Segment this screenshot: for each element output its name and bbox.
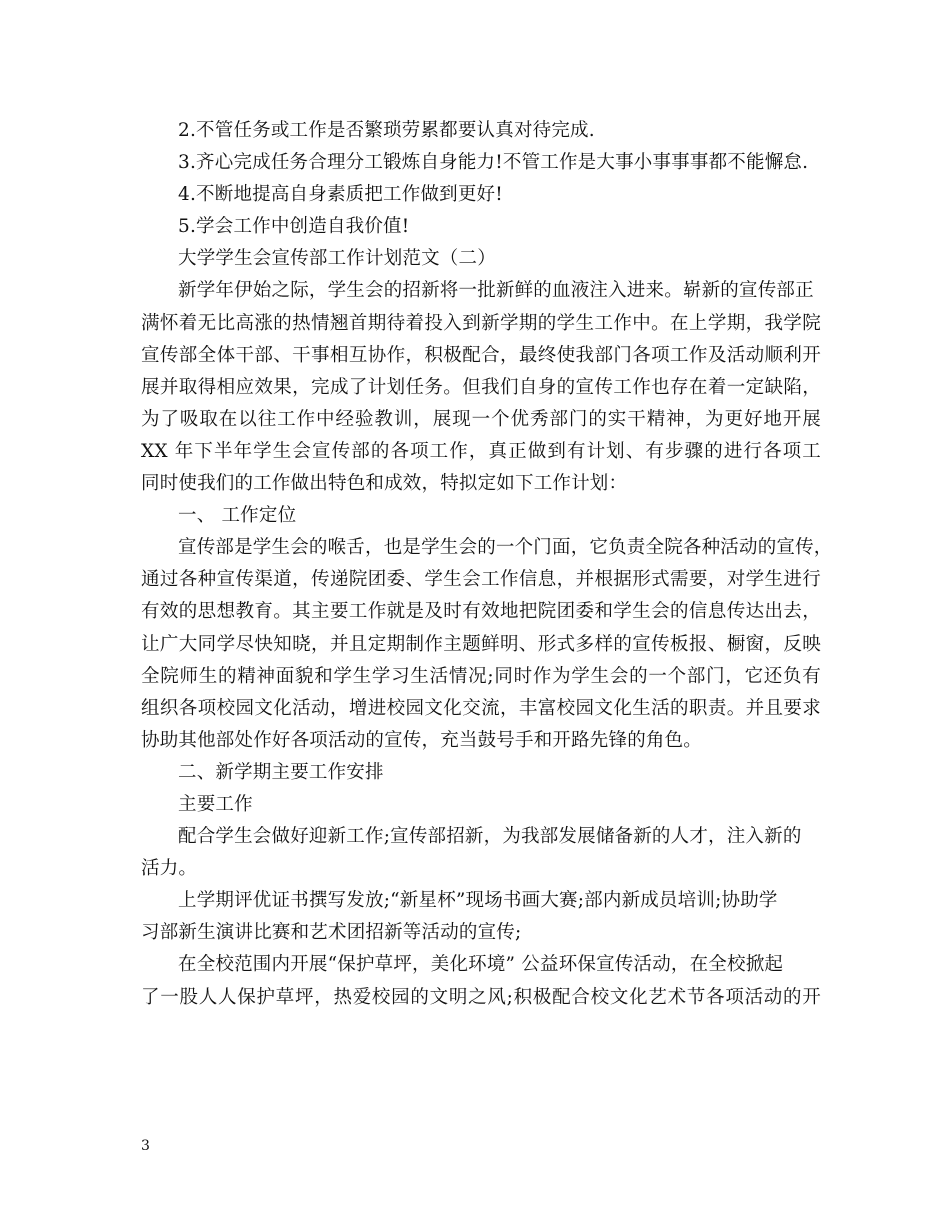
paragraph-line: 为了吸取在以往工作中经验教训，展现一个优秀部门的实干精神，为更好地开展 xyxy=(141,408,821,430)
paragraph-line: 5.学会工作中创造自我价值! xyxy=(178,216,410,238)
subsection-heading: 主要工作 xyxy=(178,793,253,815)
paragraph-line: 4.不断地提高自身素质把工作做到更好! xyxy=(178,184,503,206)
paragraph-line: 展并取得相应效果，完成了计划任务。但我们自身的宣传工作也存在着一定缺陷， xyxy=(141,376,821,398)
page-number: 3 xyxy=(141,1138,150,1154)
paragraph-line: 配合学生会做好迎新工作;宣传部招新，为我部发展储备新的人才，注入新的 xyxy=(178,826,802,848)
paragraph-line: 协助其他部处作好各项活动的宣传，充当鼓号手和开路先锋的角色。 xyxy=(141,729,703,751)
paragraph-line: 宣传部全体干部、干事相互协作，积极配合，最终使我部门各项工作及活动顺利开 xyxy=(141,344,821,366)
paragraph-line: 活力。 xyxy=(141,858,198,880)
paragraph-line: 让广大同学尽快知晓，并且定期制作主题鲜明、形式多样的宣传板报、橱窗，反映 xyxy=(141,633,821,655)
paragraph-line: 组织各项校园文化活动，增进校园文化交流，丰富校园文化生活的职责。并且要求 xyxy=(141,697,821,719)
paragraph-line: 有效的思想教育。其主要工作就是及时有效地把院团委和学生会的信息传达出去， xyxy=(141,601,821,623)
paragraph-line: XX 年下半年学生会宣传部的各项工作，真正做到有计划、有步骤的进行各项工 xyxy=(141,440,821,462)
section-heading: 一、 工作定位 xyxy=(178,505,297,527)
paragraph-line: 满怀着无比高涨的热情翘首期待着投入到新学期的学生工作中。在上学期，我学院 xyxy=(141,312,821,334)
paragraph-line: 宣传部是学生会的喉舌，也是学生会的一个门面，它负责全院各种活动的宣传， xyxy=(178,537,833,559)
paragraph-line: 通过各种宣传渠道，传递院团委、学生会工作信息，并根据形式需要，对学生进行 xyxy=(141,569,821,591)
paragraph-line: 全院师生的精神面貌和学生学习生活情况;同时作为学生会的一个部门，它还负有 xyxy=(141,665,821,687)
section-heading: 大学学生会宣传部工作计划范文（二） xyxy=(178,248,496,270)
paragraph-line: 上学期评优证书撰写发放;“新星杯”现场书画大赛;部内新成员培训;协助学 xyxy=(178,890,778,912)
paragraph-line: 2.不管任务或工作是否繁琐劳累都要认真对待完成. xyxy=(178,120,595,141)
paragraph-line: 新学年伊始之际，学生会的招新将一批新鲜的血液注入进来。崭新的宣传部正 xyxy=(178,280,814,302)
document-body xyxy=(141,115,833,1014)
section-heading: 二、新学期主要工作安排 xyxy=(178,761,384,783)
paragraph-line: 同时使我们的工作做出特色和成效，特拟定如下工作计划： xyxy=(141,473,628,495)
paragraph-line: 在全校范围内开展“保护草坪，美化环境” 公益环保宣传活动，在全校掀起 xyxy=(178,954,784,976)
paragraph-line: 了一股人人保护草坪，热爱校园的文明之风;积极配合校文化艺术节各项活动的开 xyxy=(141,986,821,1008)
paragraph-line: 习部新生演讲比赛和艺术团招新等活动的宣传; xyxy=(141,922,522,944)
paragraph-line: 3.齐心完成任务合理分工锻炼自身能力!不管工作是大事小事事事都不能懈怠. xyxy=(178,152,809,174)
